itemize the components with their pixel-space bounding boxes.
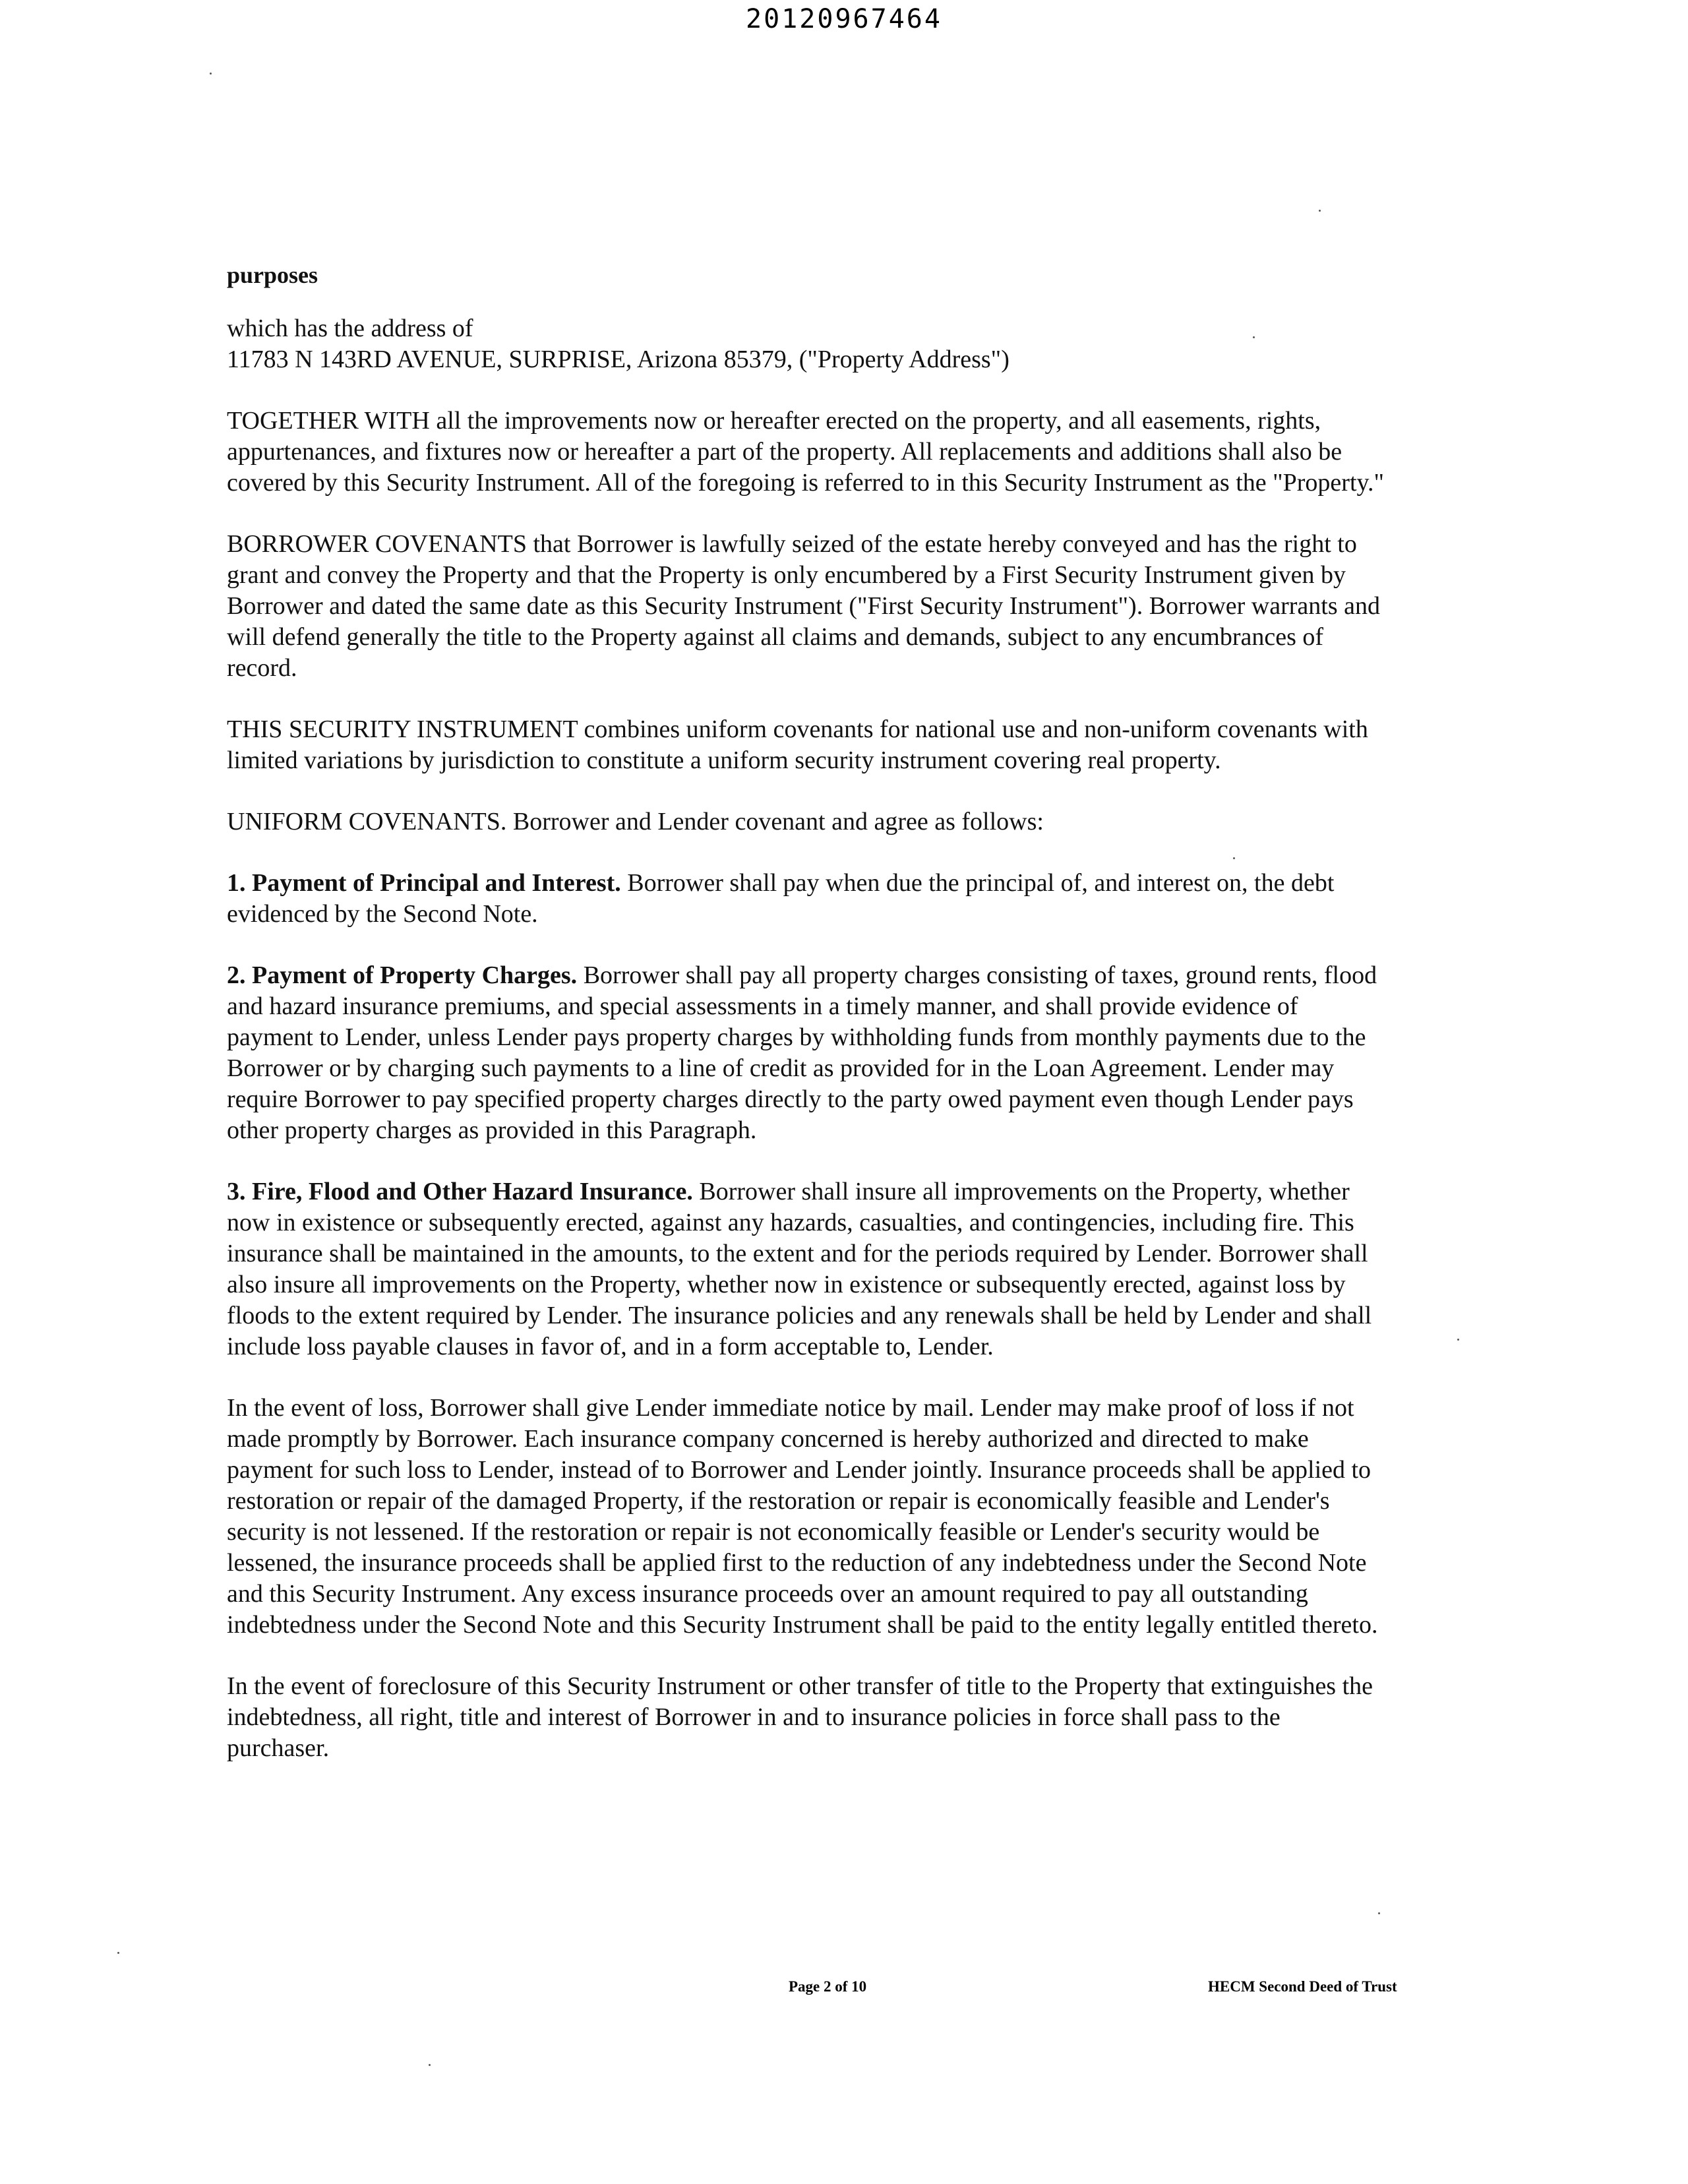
paragraph-event-of-loss: In the event of loss, Borrower shall give Lender immediate notice by mail. Lender may make proof of loss if not made promptly by Borrower. Each insurance company concerned is hereby authorized and directed to make payment for such loss to Lender, instead of to Borrower and Lender jointly. Insurance proceeds shall be applied to restoration or repair of the damaged Property, if the restoration or repair is economically feasible and Lender's security is not lessened. If the restoration or repair is not economically feasible or Lender's security would be lessened, the insurance proceeds shall be applied first to the reduction of any indebtedness under the Second Note and this Security Instrument. Any excess insurance proceeds over an amount required to pay all outstanding indebtedness under the Second Note and this Security Instrument shall be paid to the entity legally entitled thereto.: [227, 1394, 1378, 1639]
section-3: [227, 1176, 1387, 1362]
section-1-text: Borrower shall pay when due the principal of, and interest on, the debt evidenced by the Second Note.: [227, 869, 1335, 928]
section-1-title: 1. Payment of Principal and Interest.: [227, 869, 621, 897]
paragraph-borrower-covenants: BORROWER COVENANTS that Borrower is lawfully seized of the estate hereby conveyed and has the right to grant and convey the Property and that the Property is only encumbered by a First Security Instrument given by Borrower and dated the same date as this Security Instrument ("First Security Instrument"). Borrower warrants and will defend generally the title to the Property against all claims and demands, subject to any encumbrances of record.: [227, 530, 1381, 682]
footer-document-title: HECM Second Deed of Trust: [1208, 1978, 1397, 1995]
section-1: [227, 868, 1387, 930]
section-2-text: Borrower shall pay all property charges consisting of taxes, ground rents, flood and hazard insurance premiums, and special assessments in a timely manner, and shall provide evidence of payment to Lender, unless Lender pays property charges by withholding funds from monthly payments due to the Borrower or by charging such payments to a line of credit as provided for in the Loan Agreement. Lender may require Borrower to pay specified property charges directly to the party owed payment even though Lender pays other property charges as provided in this Paragraph.: [227, 961, 1377, 1144]
scan-speck: [1233, 857, 1235, 859]
scan-speck: [1378, 1912, 1380, 1914]
document-body: [227, 260, 1387, 1794]
scan-speck: [1457, 1339, 1459, 1341]
scan-speck: [1319, 210, 1321, 212]
scan-speck: [117, 1952, 119, 1954]
section-2: [227, 960, 1387, 1146]
section-3-text: Borrower shall insure all improvements on the Property, whether now in existence or subsequently erected, against any hazards, casualties, and contingencies, including fire. This insurance shall be maintained in the amounts, to the extent and for the periods required by Lender. Borrower shall also insure all improvements on the Property, whether now in existence or subsequently erected, against loss by floods to the extent required by Lender. The insurance policies and any renewals shall be held by Lender and shall include loss payable clauses in favor of, and in a form acceptable to, Lender.: [227, 1178, 1372, 1360]
scan-speck: [1253, 336, 1255, 338]
document-number: 20120967464: [746, 4, 942, 34]
scan-speck: [429, 2064, 431, 2066]
section-3-title: 3. Fire, Flood and Other Hazard Insurance.: [227, 1178, 693, 1205]
footer-page-number: Page 2 of 10: [789, 1978, 867, 1995]
lead-word: purposes: [227, 262, 318, 288]
paragraph-together-with: TOGETHER WITH all the improvements now or hereafter erected on the property, and all easements, rights, appurtenances, and fixtures now or hereafter a part of the property. All replacements and additions shall also be covered by this Security Instrument. All of the foregoing is referred to in this Security Instrument as the "Property.": [227, 407, 1385, 497]
property-address: 11783 N 143RD AVENUE, SURPRISE, Arizona 85379, ("Property Address"): [227, 346, 1010, 373]
paragraph-event-of-foreclosure: In the event of foreclosure of this Security Instrument or other transfer of title to the Property that extinguishes the indebtedness, all right, title and interest of Borrower in and to insurance policies in force shall pass to the purchaser.: [227, 1672, 1373, 1762]
section-2-title: 2. Payment of Property Charges.: [227, 961, 578, 989]
paragraph-uniform-covenants: UNIFORM COVENANTS. Borrower and Lender covenant and agree as follows:: [227, 808, 1044, 835]
address-block: [227, 313, 1387, 375]
address-intro: which has the address of: [227, 315, 473, 342]
scan-speck: [210, 73, 212, 75]
paragraph-this-security-instrument: THIS SECURITY INSTRUMENT combines uniform covenants for national use and non-uniform covenants with limited variations by jurisdiction to constitute a uniform security instrument covering real property.: [227, 715, 1368, 774]
